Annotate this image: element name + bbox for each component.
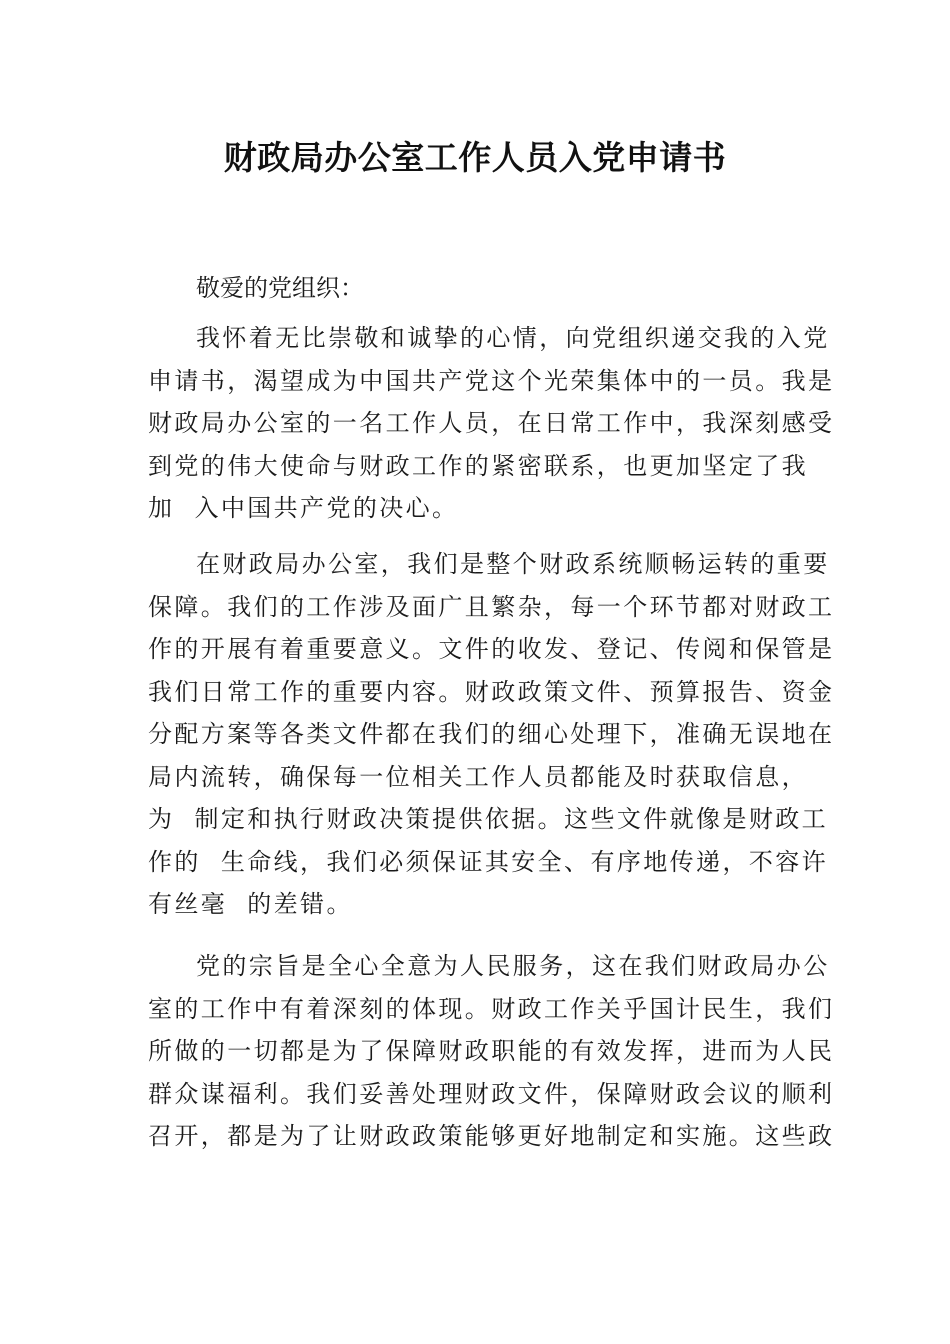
paragraph-line: 我怀着无比崇敬和诚挚的心情，向党组织递交我的入党: [196, 324, 830, 352]
paragraph-line: 所做的一切都是为了保障财政职能的有效发挥，进而为人民: [148, 1037, 835, 1065]
paragraph-line: 党的宗旨是全心全意为人民服务，这在我们财政局办公: [196, 952, 830, 980]
salutation: 敬爱的党组织：: [196, 274, 364, 302]
paragraph-line: 我们日常工作的重要内容。财政政策文件、预算报告、资金: [148, 677, 835, 706]
paragraph-line: 申请书，渴望成为中国共产党这个光荣集体中的一员。我是: [148, 366, 835, 395]
paragraph-line: 财政局办公室的一名工作人员，在日常工作中，我深刻感受: [148, 409, 835, 437]
document-title: 财政局办公室工作人员入党申请书: [223, 138, 727, 177]
paragraph-line: 有丝毫 的差错。: [148, 890, 353, 918]
paragraph-line: 群众谋福利。我们妥善处理财政文件，保障财政会议的顺利: [148, 1079, 835, 1108]
paragraph-line: 作的 生命线，我们必须保证其安全、有序地传递，不容许: [148, 847, 829, 876]
paragraph-line: 作的开展有着重要意义。文件的收发、登记、传阅和保管是: [148, 635, 835, 663]
paragraph-line: 为 制定和执行财政决策提供依据。这些文件就像是财政工: [148, 805, 829, 833]
paragraph-line: 召开，都是为了让财政政策能够更好地制定和实施。这些政: [148, 1122, 835, 1150]
paragraph-line: 局内流转，确保每一位相关工作人员都能及时获取信息，: [148, 762, 808, 791]
paragraph-line: 分配方案等各类文件都在我们的细心处理下，准确无误地在: [148, 720, 835, 748]
paragraph-3: [148, 948, 835, 1161]
paragraph-line: 加 入中国共产党的决心。: [148, 494, 459, 522]
paragraph-line: 到党的伟大使命与财政工作的紧密联系，也更加坚定了我: [148, 451, 808, 480]
paragraph-1: [148, 320, 835, 533]
paragraph-2: [148, 546, 835, 929]
paragraph-line: 室的工作中有着深刻的体现。财政工作关乎国计民生，我们: [148, 994, 835, 1023]
paragraph-line: 在财政局办公室，我们是整个财政系统顺畅运转的重要: [196, 550, 830, 578]
paragraph-line: 保障。我们的工作涉及面广且繁杂，每一个环节都对财政工: [148, 592, 835, 621]
